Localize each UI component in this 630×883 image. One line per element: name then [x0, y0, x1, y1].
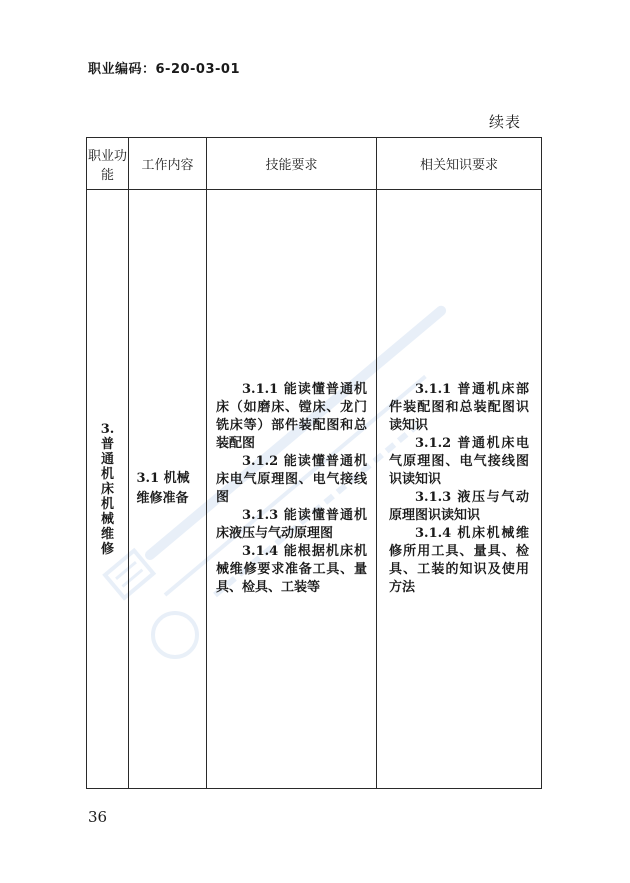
skill-item: 3.1.2 能读懂普通机床电气原理图、电气接线图: [216, 454, 367, 505]
table-row: [87, 190, 542, 789]
function-name: 普通机床机械维修: [100, 436, 114, 557]
function-cell: [87, 190, 129, 789]
work-content: 3.1 机械维修准备: [136, 471, 190, 506]
occupation-code: 职业编码：6-20-03-01: [88, 62, 241, 77]
knowledge-item: 3.1.1 普通机床部件装配图和总装配图识读知识: [389, 382, 529, 433]
header-knowledge: 相关知识要求: [377, 138, 542, 190]
header-work-content: 工作内容: [129, 138, 207, 190]
skill-item: 3.1.3 能读懂普通机床液压与气动原理图: [216, 508, 367, 541]
skills-cell: [207, 190, 377, 789]
page-number: 36: [88, 808, 108, 826]
header-skills: 技能要求: [207, 138, 377, 190]
skill-requirements-table: [86, 137, 542, 789]
skill-item: 3.1.4 能根据机床机械维修要求准备工具、量具、检具、工装等: [216, 544, 367, 595]
work-content-cell: [129, 190, 207, 789]
knowledge-item: 3.1.3 液压与气动原理图识读知识: [389, 490, 529, 523]
table-header-row: [87, 138, 542, 190]
knowledge-item: 3.1.4 机床机械维修所用工具、量具、检具、工装的知识及使用方法: [389, 526, 529, 595]
function-number: 3.: [100, 421, 115, 437]
knowledge-item: 3.1.2 普通机床电气原理图、电气接线图识读知识: [389, 436, 529, 487]
skill-item: 3.1.1 能读懂普通机床（如磨床、镗床、龙门铣床等）部件装配图和总装配图: [216, 382, 367, 451]
header-function: 职业功能: [87, 138, 129, 190]
knowledge-cell: [377, 190, 542, 789]
continued-table-label: 续表: [489, 113, 522, 131]
